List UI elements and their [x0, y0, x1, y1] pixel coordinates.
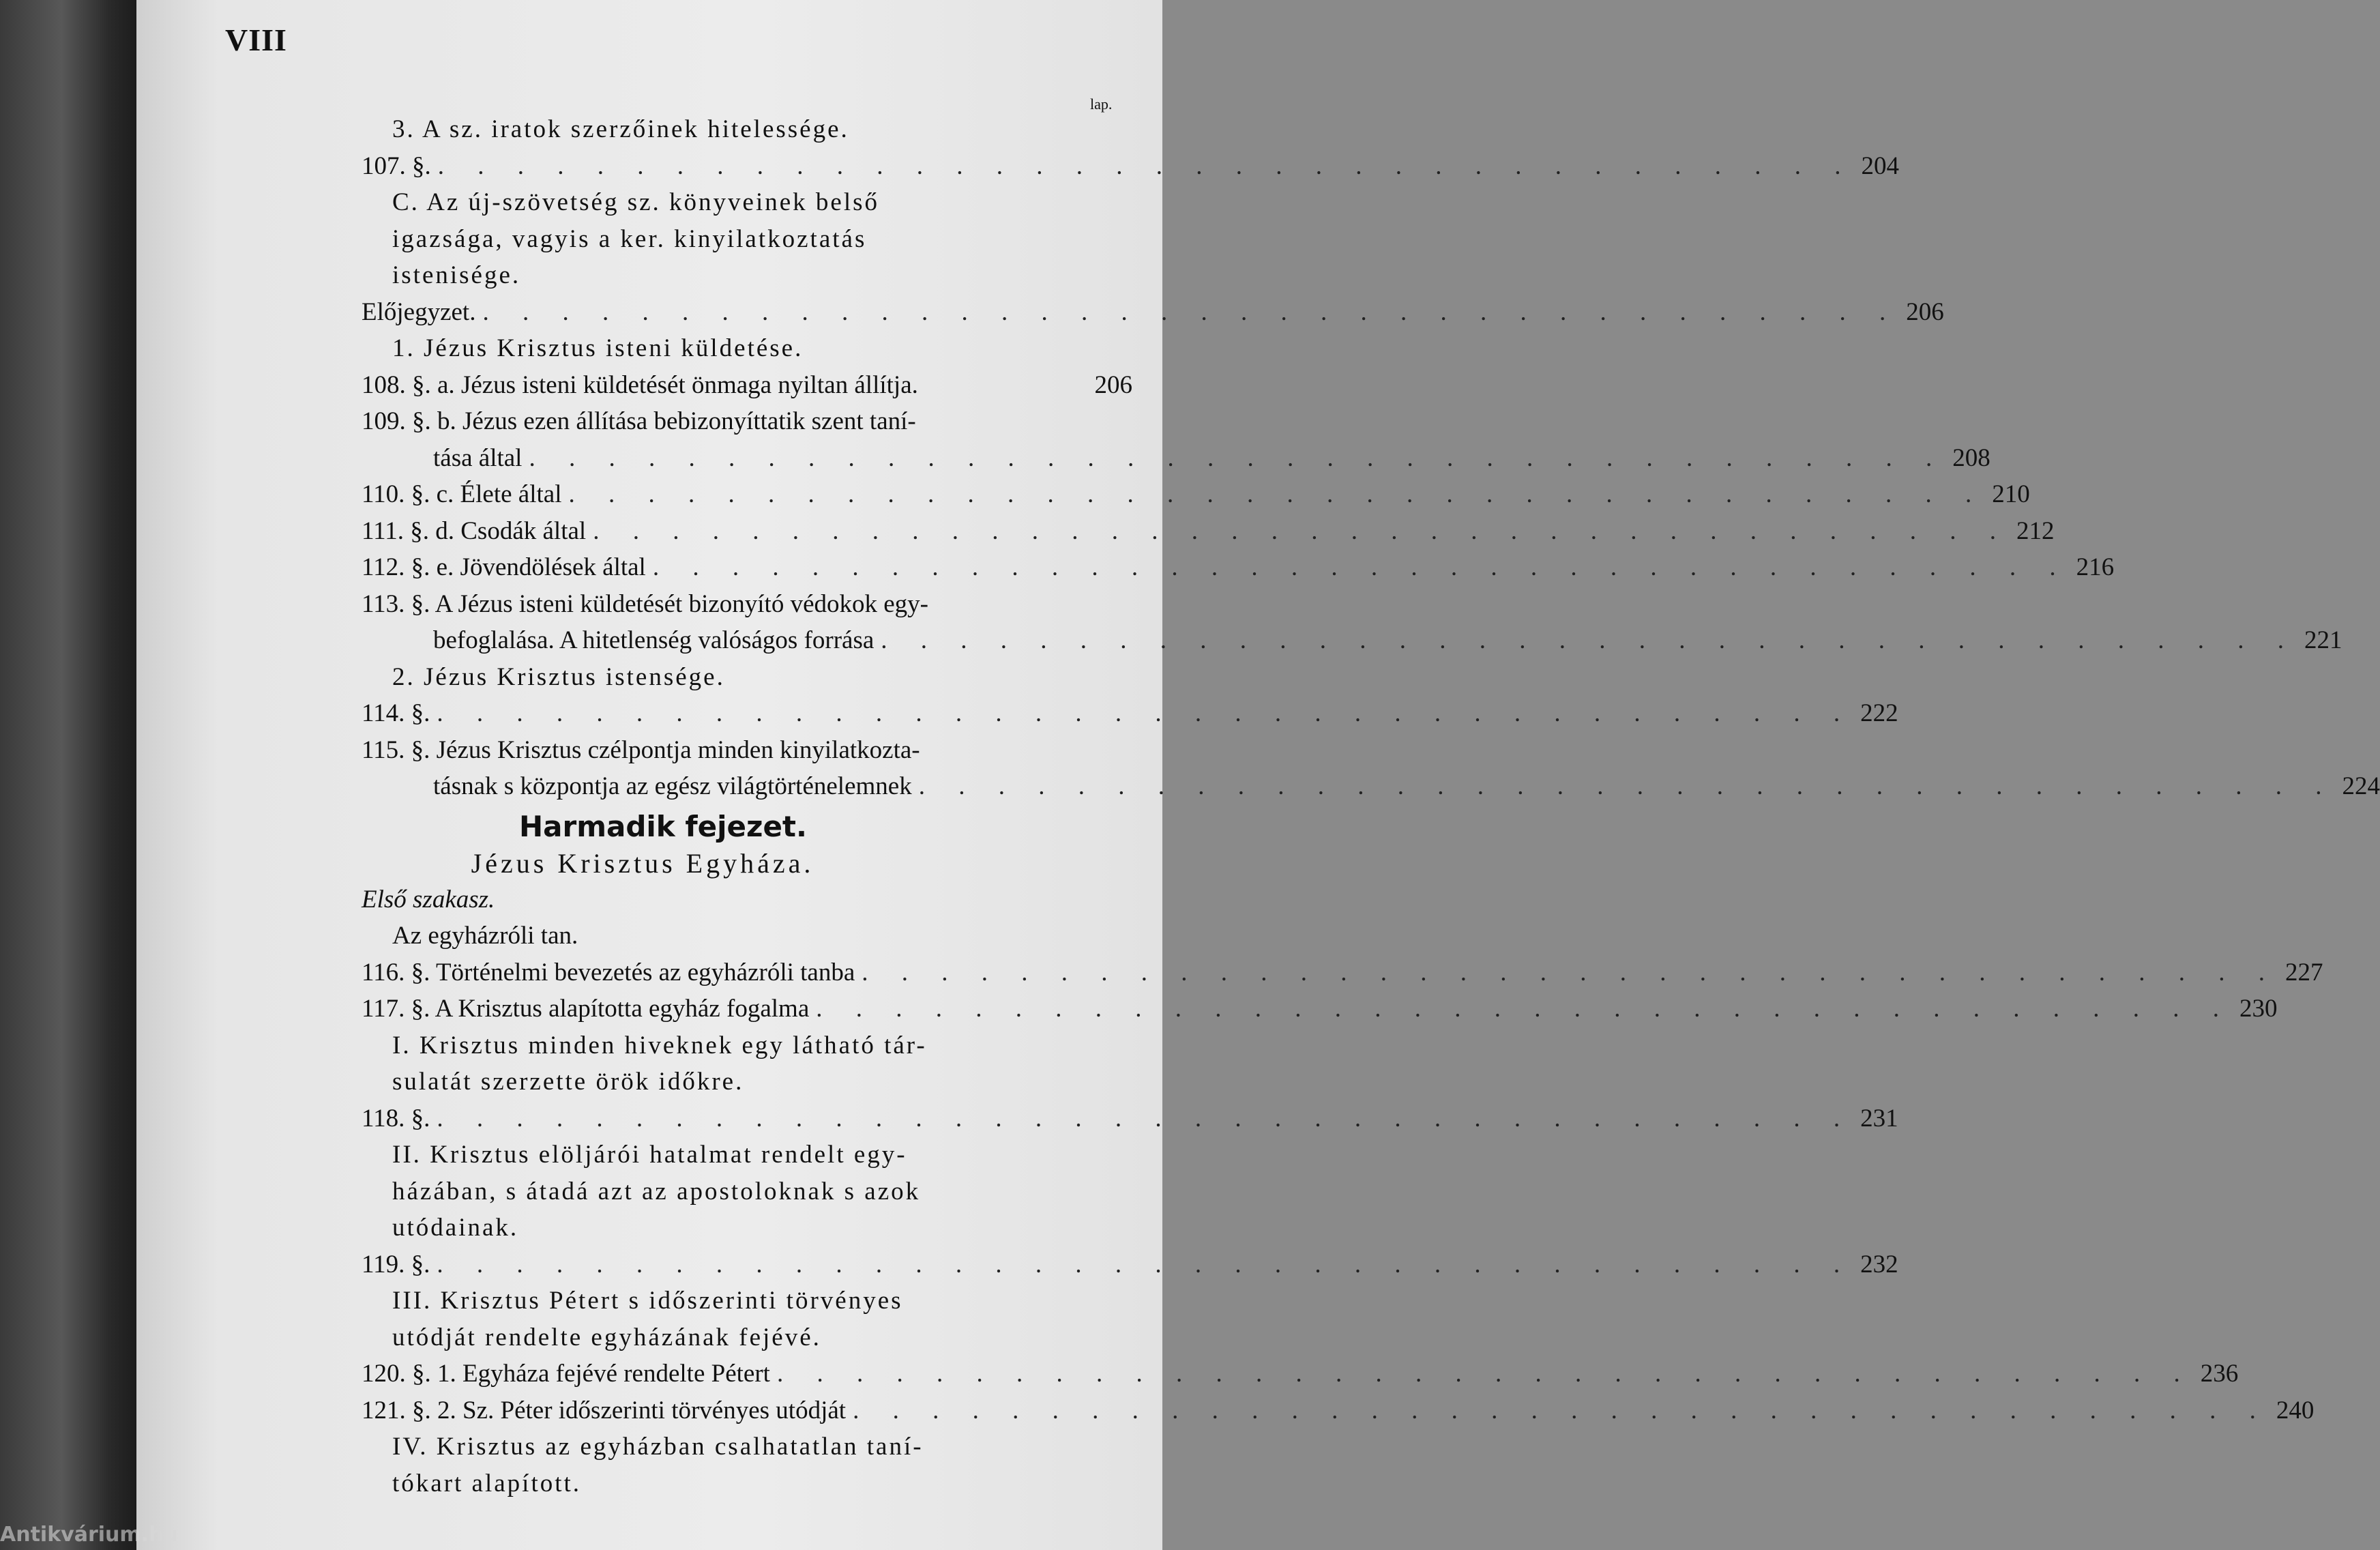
- toc-page-number: 240: [2276, 1396, 2315, 1424]
- dot-leader: . . . . . . . . . . . . . . . . . . . . . . . . . . . . . . . . . . . .: [593, 516, 2010, 545]
- toc-entry: [433, 622, 2342, 659]
- dot-leader: . . . . . . . . . . . . . . . . . . . . . . . . . . . . . . . . . . . .: [529, 443, 1946, 472]
- dot-leader: . . . . . . . . . . . . . . . . . . . . . . . . . . . . . . . . . . . .: [568, 480, 1986, 508]
- toc-heading-line: C. Az új-szövetség sz. könyveinek belső: [392, 188, 880, 216]
- dot-leader: . . . . . . . . . . . . . . . . . . . . . . . . . . . . . . . . . . . .: [816, 995, 2233, 1023]
- toc-entry-title: 120. §. 1. Egyháza fejévé rendelte Pétert: [362, 1360, 770, 1388]
- toc-entry-title: 107. §.: [362, 151, 431, 180]
- toc-page-number: 232: [1860, 1250, 1898, 1278]
- toc-heading-line: Az egyházróli tan.: [392, 922, 578, 950]
- toc-heading-line: III. Krisztus Pétert s időszerinti törvényes: [392, 1287, 903, 1315]
- toc-heading-line: 1. Jézus Krisztus isteni küldetése.: [392, 334, 804, 362]
- dot-leader: . . . . . . . . . . . . . . . . . . . . . . . . . . . . . . . . . . . .: [437, 151, 1855, 180]
- toc-entry: [433, 768, 2380, 805]
- dot-leader: . . . . . . . . . . . . . . . . . . . . . . . . . . . . . . . . . . . .: [853, 1396, 2269, 1424]
- toc-page-number: 216: [2076, 553, 2115, 581]
- book-binding: [0, 0, 136, 1550]
- toc-page-number: 224: [2342, 772, 2380, 800]
- toc-page-number: 230: [2239, 995, 2278, 1023]
- page-number: VIII: [225, 23, 287, 57]
- toc-page-number: 222: [1860, 699, 1898, 727]
- toc-entry: [362, 991, 2278, 1027]
- toc-heading-line: istenisége.: [392, 261, 521, 289]
- toc-heading-line: 109. §. b. Jézus ezen állítása bebizonyíttatik szent taní-: [362, 407, 916, 435]
- dot-leader: . . . . . . . . . . . . . . . . . . . . . . . . . . . . . . . . . . . .: [482, 297, 1900, 326]
- toc-heading-line: 115. §. Jézus Krisztus czélpontja minden kinyilatkozta-: [362, 735, 920, 764]
- toc-page-number: 206: [1094, 370, 1132, 399]
- toc-entry-title: 108. §. a. Jézus isteni küldetését önmaga nyiltan állítja.: [362, 370, 918, 399]
- toc-entry-title: 118. §.: [362, 1104, 430, 1132]
- toc-entry-title: Előjegyzet.: [362, 297, 476, 326]
- dot-leader: . . . . . . . . . . . . . . . . . . . . . . . . . . . . . . . . . . . .: [862, 958, 2279, 986]
- dot-leader: . . . . . . . . . . . . . . . . . . . . . . . . . . . . . . . . . . . .: [437, 1250, 1854, 1278]
- toc-heading-line: házában, s átadá azt az apostoloknak s azok: [392, 1177, 921, 1205]
- toc-page-number: 210: [1992, 480, 2030, 508]
- dot-leader: . . . . . . . . . . . . . . . . . . . . . . . . . . . . . . . . . . . .: [652, 553, 2070, 581]
- toc-page-number: 227: [2285, 958, 2323, 986]
- toc-entry: [362, 1392, 2315, 1429]
- dot-leader: . . . . . . . . . . . . . . . . . . . . . . . . . . . . . . . . . . . .: [881, 626, 2298, 654]
- toc-entry: [362, 695, 1898, 732]
- toc-heading-line: utódját rendelte egyházának fejévé.: [392, 1323, 821, 1351]
- toc-heading-line: tókart alapított.: [392, 1469, 582, 1497]
- toc-heading-line: 113. §. A Jézus isteni küldetését bizonyító védokok egy-: [362, 589, 929, 618]
- section-label: Első szakasz.: [362, 885, 495, 913]
- toc-entry-title: tásnak s központja az egész világtörténelemnek: [433, 772, 912, 800]
- toc-entry-title: 110. §. c. Élete által: [362, 480, 562, 508]
- toc-heading-line: II. Krisztus elöljárói hatalmat rendelt egy-: [392, 1141, 907, 1169]
- toc-heading-line: I. Krisztus minden hiveknek egy látható tár-: [392, 1031, 927, 1059]
- toc-page-number: 208: [1952, 443, 1990, 472]
- toc-page-number: 236: [2200, 1360, 2239, 1388]
- toc-entry-title: 114. §.: [362, 699, 430, 727]
- toc-entry: [362, 148, 1899, 185]
- dot-leader: . . . . . . . . . . . . . . . . . . . . . . . . . . . . . . . . . . . .: [776, 1360, 2194, 1388]
- toc-entry: [362, 1100, 1898, 1137]
- chapter-heading: Harmadik fejezet.: [519, 809, 807, 843]
- toc-entry-title: 119. §.: [362, 1250, 430, 1278]
- toc-page-number: 204: [1861, 151, 1899, 180]
- chapter-subtitle: Jézus Krisztus Egyháza.: [471, 847, 814, 879]
- toc-entry: [362, 367, 1132, 404]
- toc-entry: [362, 549, 2115, 586]
- toc-heading-line: sulatát szerzette örök időkre.: [392, 1068, 744, 1096]
- dot-leader: . . . . . . . . . . . . . . . . . . . . . . . . . . . . . . . . . . . .: [437, 699, 1854, 727]
- dot-leader: . . . . . . . . . . . . . . . . . . . . . . . . . . . . . . . . . . . .: [918, 772, 2336, 800]
- watermark: Antikvárium.hu: [0, 1523, 178, 1547]
- toc-heading-line: utódainak.: [392, 1214, 519, 1242]
- toc-page-number: 212: [2016, 516, 2055, 545]
- toc-heading-line: 2. Jézus Krisztus istensége.: [392, 662, 725, 691]
- toc-entry-title: tása által: [433, 443, 523, 472]
- toc-entry-title: 112. §. e. Jövendölések által: [362, 553, 646, 581]
- toc-page-number: 231: [1860, 1104, 1898, 1132]
- toc-entry-title: 111. §. d. Csodák által: [362, 516, 587, 545]
- toc-entry: [362, 1356, 2239, 1392]
- toc-page-number: 206: [1906, 297, 1944, 326]
- toc-entry-title: 121. §. 2. Sz. Péter időszerinti törvényes utódját: [362, 1396, 847, 1424]
- toc-entry-title: 117. §. A Krisztus alapította egyház fogalma: [362, 995, 810, 1023]
- toc-entry-title: befoglalása. A hitetlenség valóságos forrása: [433, 626, 875, 654]
- toc-entry: [433, 440, 1990, 477]
- toc-entry: [362, 1246, 1898, 1283]
- toc-heading-line: IV. Krisztus az egyházban csalhatatlan taní-: [392, 1433, 924, 1461]
- toc-heading-line: igazsága, vagyis a ker. kinyilatkoztatás: [392, 224, 867, 253]
- toc-entry-title: 116. §. Történelmi bevezetés az egyházróli tanba: [362, 958, 855, 986]
- toc-entry: [362, 513, 2055, 550]
- page-column-label: lap.: [1090, 96, 1113, 113]
- toc-page-number: 221: [2304, 626, 2342, 654]
- toc-entry: [362, 476, 2030, 513]
- toc-entry: [362, 954, 2323, 991]
- toc-heading-line: 3. A sz. iratok szerzőinek hitelessége.: [392, 115, 849, 143]
- dot-leader: . . . . . . . . . . . . . . . . . . . . . . . . . . . . . . . . . . . .: [437, 1104, 1854, 1132]
- toc-entry: [362, 294, 1944, 331]
